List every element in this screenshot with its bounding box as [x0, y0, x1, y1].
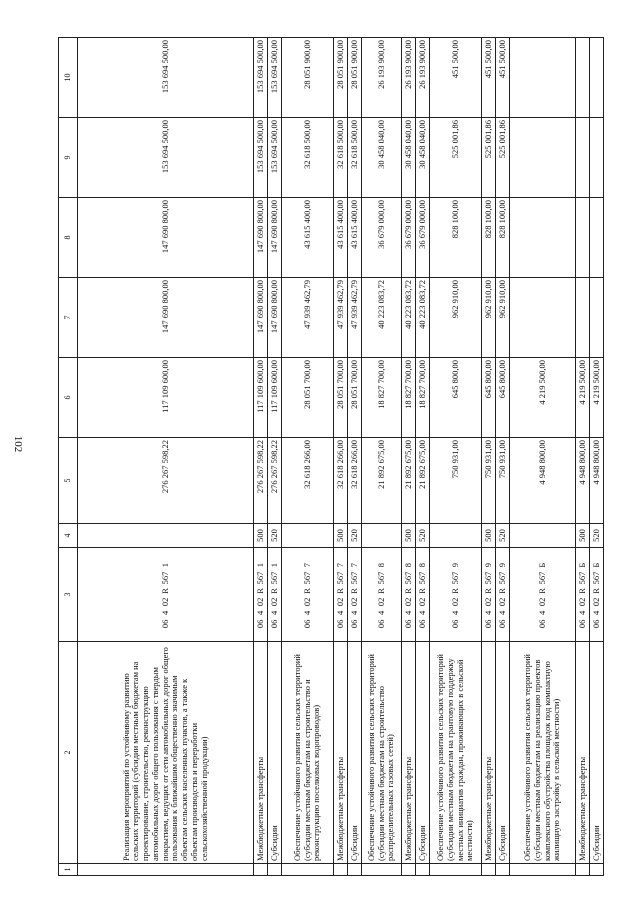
table-row: [78, 38, 254, 876]
table-row: [430, 38, 482, 876]
classification-code-cell: [430, 548, 482, 642]
amount-cell: 153 694 500,00: [78, 38, 254, 118]
classification-code-cell: [590, 548, 604, 642]
expense-type-cell: [78, 524, 254, 548]
code-part: 567: [496, 571, 507, 585]
column-number-header: [59, 38, 78, 876]
amount-cell: 30 458 040,00: [416, 118, 430, 198]
code-part: 02: [590, 597, 601, 607]
row-number-cell: [254, 864, 268, 876]
header-cell: 6: [59, 358, 78, 438]
item-name-cell: Обеспечение устойчивого развития сельских территорий (субсидии местным бюджетам на реализацию проектов комплексного обустройства площадок под компактную жилищную застройку в сельской местности): [510, 642, 576, 864]
row-number-cell: [576, 864, 590, 876]
expense-type-cell: 500: [334, 524, 348, 548]
row-number-cell: [282, 864, 334, 876]
table-row: [510, 38, 576, 876]
code-part: 567: [254, 571, 265, 585]
code-part: 1: [268, 563, 279, 568]
table-row: [482, 38, 496, 876]
code-part: Б: [536, 562, 547, 568]
amount-cell: 32 618 500,00: [282, 118, 334, 198]
amount-cell: 750 931,00: [430, 438, 482, 524]
item-name-cell: Межбюджетные трансферты: [254, 642, 268, 864]
code-part: 567: [334, 571, 345, 585]
code-part: 06: [254, 619, 265, 629]
amount-cell: 28 051 700,00: [334, 358, 348, 438]
header-cell: 4: [59, 524, 78, 548]
amount-cell: 47 939 462,79: [334, 278, 348, 358]
amount-cell: 276 267 598,22: [254, 438, 268, 524]
amount-cell: 21 892 675,00: [416, 438, 430, 524]
row-number-cell: [334, 864, 348, 876]
amount-cell: 18 827 700,00: [416, 358, 430, 438]
amount-cell: 36 679 000,00: [402, 198, 416, 278]
amount-cell: 962 910,00: [496, 278, 510, 358]
item-name-cell: Обеспечение устойчивого развития сельских территорий (субсидии местным бюджетам на строительство распределительных газовых сетей): [362, 642, 402, 864]
amount-cell: 28 051 700,00: [282, 358, 334, 438]
code-part: 02: [536, 597, 547, 607]
row-number-cell: [268, 864, 282, 876]
code-part: 4: [590, 610, 601, 615]
amount-cell: [510, 198, 576, 278]
code-part: R: [416, 588, 427, 594]
amount-cell: 4 948 800,00: [576, 438, 590, 524]
item-name-cell: Субсидии: [348, 642, 362, 864]
classification-code-cell: [510, 548, 576, 642]
amount-cell: 276 267 598,22: [78, 438, 254, 524]
code-part: 567: [590, 571, 601, 585]
code-part: 8: [375, 563, 386, 568]
row-number-cell: [362, 864, 402, 876]
amount-cell: 21 892 675,00: [402, 438, 416, 524]
expense-type-cell: [282, 524, 334, 548]
code-part: 06: [159, 619, 170, 629]
amount-cell: [590, 118, 604, 198]
classification-code-cell: [402, 548, 416, 642]
code-part: 06: [268, 619, 279, 629]
code-part: R: [576, 588, 587, 594]
code-part: 4: [348, 610, 359, 615]
amount-cell: 28 051 900,00: [334, 38, 348, 118]
code-part: 4: [496, 610, 507, 615]
code-part: R: [268, 588, 279, 594]
amount-cell: 153 694 500,00: [268, 118, 282, 198]
expense-type-cell: 500: [402, 524, 416, 548]
expense-type-cell: [510, 524, 576, 548]
code-part: R: [375, 588, 386, 594]
expense-type-cell: 520: [590, 524, 604, 548]
code-part: 06: [590, 619, 601, 629]
code-part: 06: [416, 619, 427, 629]
amount-cell: [510, 38, 576, 118]
code-part: R: [590, 588, 601, 594]
code-part: 7: [301, 563, 312, 568]
code-part: 06: [482, 619, 493, 629]
amount-cell: 525 001,86: [430, 118, 482, 198]
classification-code-cell: [282, 548, 334, 642]
amount-cell: 525 001,86: [482, 118, 496, 198]
amount-cell: 153 694 500,00: [254, 118, 268, 198]
code-part: R: [254, 588, 265, 594]
amount-cell: 28 051 900,00: [282, 38, 334, 118]
amount-cell: 18 827 700,00: [402, 358, 416, 438]
code-part: 02: [482, 597, 493, 607]
amount-cell: 32 618 500,00: [348, 118, 362, 198]
item-name-cell: Межбюджетные трансферты: [402, 642, 416, 864]
table-row: [416, 38, 430, 876]
code-part: 06: [402, 619, 413, 629]
expense-type-cell: 500: [254, 524, 268, 548]
table-row: [576, 38, 590, 876]
code-part: Б: [590, 562, 601, 568]
code-part: 06: [301, 619, 312, 629]
code-part: 567: [301, 571, 312, 585]
item-name-cell: Субсидии: [496, 642, 510, 864]
amount-cell: [590, 38, 604, 118]
amount-cell: [590, 278, 604, 358]
amount-cell: 117 109 600,00: [268, 358, 282, 438]
item-name-cell: Обеспечение устойчивого развития сельских территорий (субсидии местным бюджетам на строительство и реконструкцию поселковых водопроводов): [282, 642, 334, 864]
code-part: 4: [576, 610, 587, 615]
page-number: 102: [12, 435, 24, 453]
code-part: 7: [334, 563, 345, 568]
code-part: 9: [482, 563, 493, 568]
code-part: 567: [416, 571, 427, 585]
code-part: 567: [536, 571, 547, 585]
expense-type-cell: 500: [482, 524, 496, 548]
code-part: 567: [402, 571, 413, 585]
expense-type-cell: 520: [496, 524, 510, 548]
amount-cell: 26 193 900,00: [362, 38, 402, 118]
item-name-cell: Субсидии: [268, 642, 282, 864]
classification-code-cell: [254, 548, 268, 642]
amount-cell: [576, 198, 590, 278]
rotated-page: [58, 38, 601, 876]
amount-cell: [576, 118, 590, 198]
header-cell: 5: [59, 438, 78, 524]
amount-cell: 40 223 083,72: [416, 278, 430, 358]
code-part: 02: [334, 597, 345, 607]
table-row: [402, 38, 416, 876]
code-part: 4: [301, 610, 312, 615]
amount-cell: 525 001,86: [496, 118, 510, 198]
code-part: 567: [576, 571, 587, 585]
row-number-cell: [402, 864, 416, 876]
row-number-cell: [590, 864, 604, 876]
classification-code-cell: [348, 548, 362, 642]
code-part: R: [482, 588, 493, 594]
table-row: [362, 38, 402, 876]
amount-cell: 451 500,00: [430, 38, 482, 118]
amount-cell: [590, 198, 604, 278]
classification-code-cell: [268, 548, 282, 642]
classification-code-cell: [576, 548, 590, 642]
header-cell: 2: [59, 642, 78, 864]
table-row: [590, 38, 604, 876]
amount-cell: 962 910,00: [482, 278, 496, 358]
amount-cell: 645 800,00: [430, 358, 482, 438]
amount-cell: 32 618 266,00: [282, 438, 334, 524]
code-part: 02: [496, 597, 507, 607]
code-part: R: [334, 588, 345, 594]
amount-cell: 4 219 500,00: [576, 358, 590, 438]
code-part: 06: [348, 619, 359, 629]
amount-cell: 828 100,00: [496, 198, 510, 278]
row-number-cell: [482, 864, 496, 876]
amount-cell: 645 800,00: [482, 358, 496, 438]
code-part: R: [449, 588, 460, 594]
code-part: R: [496, 588, 507, 594]
amount-cell: [510, 278, 576, 358]
code-part: 06: [536, 619, 547, 629]
amount-cell: 18 827 700,00: [362, 358, 402, 438]
expense-type-cell: [430, 524, 482, 548]
code-part: 9: [449, 563, 460, 568]
amount-cell: 4 948 800,00: [510, 438, 576, 524]
code-part: R: [159, 588, 170, 594]
item-name-cell: Межбюджетные трансферты: [482, 642, 496, 864]
code-part: 4: [159, 610, 170, 615]
header-cell: 10: [59, 38, 78, 118]
item-name-cell: Субсидии: [416, 642, 430, 864]
code-part: 4: [536, 610, 547, 615]
amount-cell: 32 618 500,00: [334, 118, 348, 198]
item-name-cell: Межбюджетные трансферты: [334, 642, 348, 864]
code-part: 02: [348, 597, 359, 607]
amount-cell: 117 109 600,00: [78, 358, 254, 438]
table-row: [268, 38, 282, 876]
amount-cell: 32 618 266,00: [348, 438, 362, 524]
code-part: 06: [576, 619, 587, 629]
code-part: 02: [375, 597, 386, 607]
code-part: 06: [496, 619, 507, 629]
code-part: 567: [375, 571, 386, 585]
amount-cell: 47 939 462,79: [282, 278, 334, 358]
amount-cell: 750 931,00: [496, 438, 510, 524]
amount-cell: 147 690 800,00: [254, 198, 268, 278]
code-part: 1: [254, 563, 265, 568]
amount-cell: 147 690 800,00: [268, 278, 282, 358]
code-part: 4: [334, 610, 345, 615]
code-part: 4: [268, 610, 279, 615]
expense-type-cell: 520: [348, 524, 362, 548]
amount-cell: 117 109 600,00: [254, 358, 268, 438]
amount-cell: [576, 38, 590, 118]
rotated-content: [58, 38, 601, 876]
row-number-cell: [510, 864, 576, 876]
table-row: [348, 38, 362, 876]
row-number-cell: [348, 864, 362, 876]
classification-code-cell: [362, 548, 402, 642]
row-number-cell: [496, 864, 510, 876]
table-row: [282, 38, 334, 876]
code-part: 02: [576, 597, 587, 607]
code-part: 02: [301, 597, 312, 607]
code-part: 7: [348, 563, 359, 568]
amount-cell: 4 219 500,00: [510, 358, 576, 438]
expense-type-cell: 500: [576, 524, 590, 548]
item-name-cell: Субсидии: [590, 642, 604, 864]
code-part: R: [536, 588, 547, 594]
classification-code-cell: [416, 548, 430, 642]
classification-code-cell: [482, 548, 496, 642]
header-cell: 8: [59, 198, 78, 278]
amount-cell: 40 223 083,72: [362, 278, 402, 358]
code-part: 8: [402, 563, 413, 568]
code-part: 567: [449, 571, 460, 585]
code-part: R: [301, 588, 312, 594]
code-part: 02: [449, 597, 460, 607]
amount-cell: 30 458 040,00: [402, 118, 416, 198]
table-row: [496, 38, 510, 876]
item-name-cell: Межбюджетные трансферты: [576, 642, 590, 864]
code-part: R: [402, 588, 413, 594]
amount-cell: [576, 278, 590, 358]
amount-cell: 153 694 500,00: [254, 38, 268, 118]
code-part: R: [348, 588, 359, 594]
code-part: 8: [416, 563, 427, 568]
item-name-cell: Обеспечение устойчивого развития сельских территорий (субсидии местным бюджетам на грантовую поддержку местных инициатив граждан, проживающих в сельской местности): [430, 642, 482, 864]
classification-code-cell: [496, 548, 510, 642]
amount-cell: 32 618 266,00: [334, 438, 348, 524]
code-part: 02: [402, 597, 413, 607]
amount-cell: 30 458 040,00: [362, 118, 402, 198]
amount-cell: 26 193 900,00: [402, 38, 416, 118]
amount-cell: 4 219 500,00: [590, 358, 604, 438]
amount-cell: 21 892 675,00: [362, 438, 402, 524]
code-part: 02: [254, 597, 265, 607]
expense-type-cell: 520: [416, 524, 430, 548]
code-part: 4: [402, 610, 413, 615]
code-part: 02: [159, 597, 170, 607]
header-cell: 3: [59, 548, 78, 642]
amount-cell: 153 694 500,00: [268, 38, 282, 118]
code-part: 06: [449, 619, 460, 629]
code-part: 4: [482, 610, 493, 615]
code-part: 1: [159, 563, 170, 568]
amount-cell: 750 931,00: [482, 438, 496, 524]
amount-cell: 36 679 000,00: [416, 198, 430, 278]
amount-cell: [510, 118, 576, 198]
amount-cell: 36 679 000,00: [362, 198, 402, 278]
code-part: 9: [496, 563, 507, 568]
code-part: 567: [159, 571, 170, 585]
code-part: 567: [268, 571, 279, 585]
amount-cell: 451 500,00: [496, 38, 510, 118]
budget-table: [58, 37, 604, 876]
expense-type-cell: [362, 524, 402, 548]
header-cell: 1: [59, 864, 78, 876]
code-part: 4: [449, 610, 460, 615]
table-body: [78, 38, 604, 876]
code-part: Б: [576, 562, 587, 568]
code-part: 06: [334, 619, 345, 629]
amount-cell: 26 193 900,00: [416, 38, 430, 118]
row-number-cell: [430, 864, 482, 876]
amount-cell: 147 690 800,00: [268, 198, 282, 278]
row-number-cell: [416, 864, 430, 876]
classification-code-cell: [334, 548, 348, 642]
amount-cell: 43 615 400,00: [282, 198, 334, 278]
amount-cell: 276 267 598,22: [268, 438, 282, 524]
amount-cell: 828 100,00: [430, 198, 482, 278]
amount-cell: 43 615 400,00: [348, 198, 362, 278]
item-name-cell: Реализация мероприятий по устойчивому развитию сельских территорий (субсидии местным бюджетам на проектирование, строительство, реконструкцию автомобильных дорог общего пользования с твердым покрытием, ведущих от сети автомобильных дорог общего пользования к ближайшим общественно значимым объектам сельских населенных пунктов, а также к объектам производства и переработки сельскохозяйственной продукции): [78, 642, 254, 864]
amount-cell: 828 100,00: [482, 198, 496, 278]
header-cell: 7: [59, 278, 78, 358]
code-part: 02: [416, 597, 427, 607]
code-part: 02: [268, 597, 279, 607]
table-row: [254, 38, 268, 876]
code-part: 4: [254, 610, 265, 615]
amount-cell: 4 948 800,00: [590, 438, 604, 524]
table-row: [334, 38, 348, 876]
amount-cell: 147 690 800,00: [78, 278, 254, 358]
row-number-cell: [78, 864, 254, 876]
code-part: 567: [482, 571, 493, 585]
amount-cell: 153 694 500,00: [78, 118, 254, 198]
code-part: 4: [375, 610, 386, 615]
amount-cell: 451 500,00: [482, 38, 496, 118]
amount-cell: 28 051 900,00: [348, 38, 362, 118]
amount-cell: 43 615 400,00: [334, 198, 348, 278]
expense-type-cell: 520: [268, 524, 282, 548]
classification-code-cell: [78, 548, 254, 642]
code-part: 567: [348, 571, 359, 585]
amount-cell: 40 223 083,72: [402, 278, 416, 358]
code-part: 4: [416, 610, 427, 615]
amount-cell: 47 939 462,79: [348, 278, 362, 358]
code-part: 06: [375, 619, 386, 629]
amount-cell: 147 690 800,00: [78, 198, 254, 278]
header-cell: 9: [59, 118, 78, 198]
amount-cell: 645 800,00: [496, 358, 510, 438]
amount-cell: 962 910,00: [430, 278, 482, 358]
amount-cell: 28 051 700,00: [348, 358, 362, 438]
amount-cell: 147 690 800,00: [254, 278, 268, 358]
